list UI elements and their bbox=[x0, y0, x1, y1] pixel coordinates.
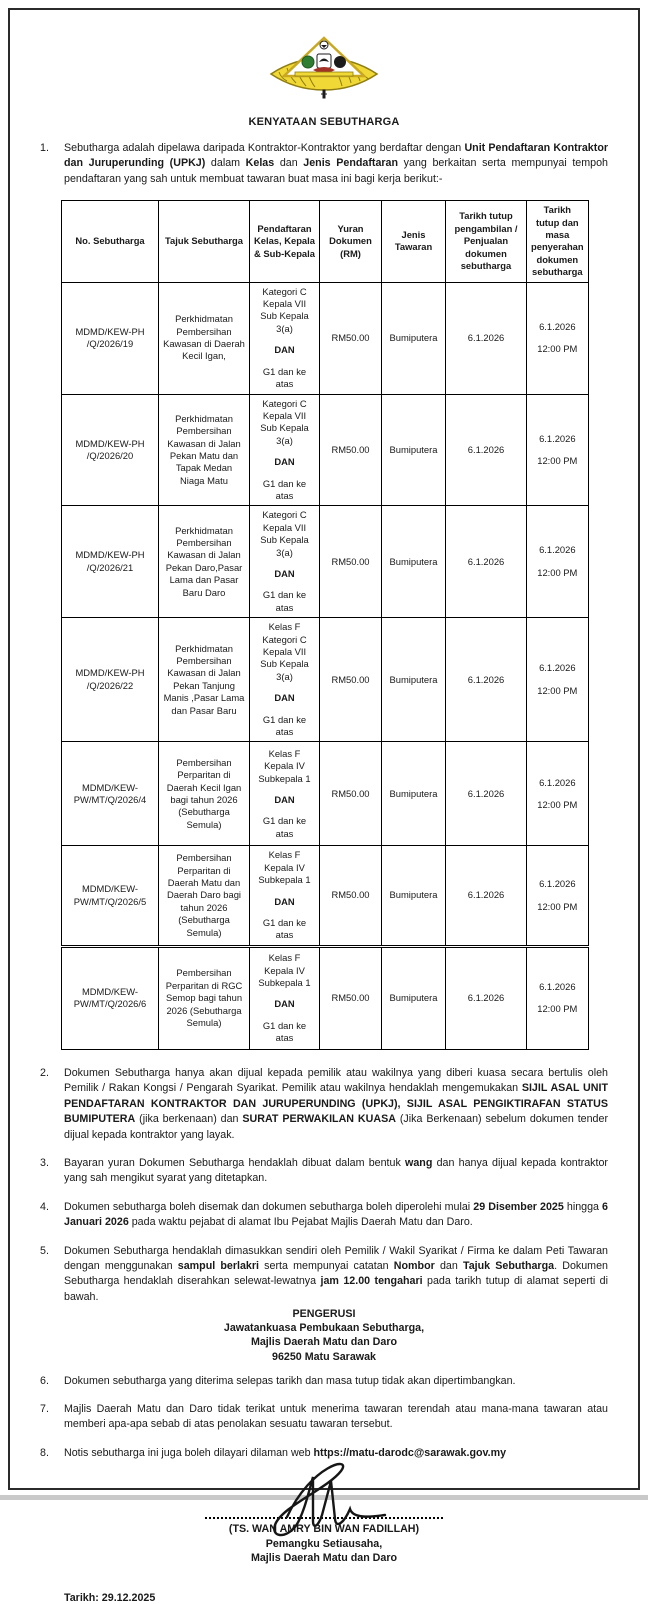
cell-sale-close-date: 6.1.2026 bbox=[446, 742, 527, 846]
address-line-postcode: 96250 Matu Sarawak bbox=[272, 1350, 376, 1363]
tender-table bbox=[61, 200, 589, 1050]
document-date: Tarikh: 29.12.2025 bbox=[64, 1591, 156, 1604]
column-header: Tarikh tutup pengambilan / Penjualan dokumen sebutharga bbox=[446, 201, 527, 282]
table-row bbox=[62, 506, 589, 618]
table-row bbox=[62, 846, 589, 946]
signatory-role: Pemangku Setiausaha, bbox=[265, 1537, 383, 1550]
cell-tender-number: MDMD/KEW-PH /Q/2026/20 bbox=[62, 394, 159, 506]
paragraph-text: Dokumen sebutharga yang diterima selepas tarikh dan masa tutup tidak akan dipertimbangkan. bbox=[64, 1374, 516, 1387]
cell-document-fee: RM50.00 bbox=[320, 846, 382, 946]
column-header: Pendaftaran Kelas, Kepala & Sub-Kepala bbox=[250, 201, 320, 282]
cell-sale-close-date: 6.1.2026 bbox=[446, 618, 527, 742]
cell-tender-title: Pembersihan Perparitan di Daerah Matu dan Daerah Daro bagi tahun 2026 (Sebutharga Semula) bbox=[159, 846, 250, 946]
signatory-name: (TS. WAN AMRY BIN WAN FADILLAH) bbox=[228, 1523, 420, 1536]
table-row bbox=[62, 282, 589, 394]
tassel-shape bbox=[321, 90, 327, 98]
cell-tender-title: Perkhidmatan Pembersihan Kawasan di Jalan Pekan Matu dan Tapak Medan Niaga Matu bbox=[159, 394, 250, 506]
cell-tender-title: Perkhidmatan Pembersihan Kawasan di Jalan Pekan Daro,Pasar Lama dan Pasar Baru Daro bbox=[159, 506, 250, 618]
cell-registration-class: Kelas F Kepala IV Subkepala 1 DAN G1 dan ke atas bbox=[250, 742, 320, 846]
paragraph-number: 7. bbox=[40, 1403, 49, 1416]
cell-offer-type: Bumiputera bbox=[382, 506, 446, 618]
paragraph-2 bbox=[40, 1066, 608, 1143]
cell-offer-type: Bumiputera bbox=[382, 394, 446, 506]
cell-tender-title: Pembersihan Perparitan di RGC Semop bagi tahun 2026 (Sebutharga Semula) bbox=[159, 946, 250, 1049]
paragraph-7 bbox=[40, 1402, 608, 1433]
cell-document-fee: RM50.00 bbox=[320, 394, 382, 506]
cell-registration-class: Kategori C Kepala VII Sub Kepala 3(a) DAN G1 dan ke atas bbox=[250, 282, 320, 394]
paragraph-text: Dokumen sebutharga boleh disemak dan dokumen sebutharga boleh diperolehi mulai 29 Disember 2025 hingga 6 Januari 2026 pada waktu pejabat di alamat Ibu Pejabat Majlis Daerah Matu dan Daro. bbox=[64, 1200, 608, 1229]
cell-tender-number: MDMD/KEW-PH /Q/2026/21 bbox=[62, 506, 159, 618]
paragraph-number: 8. bbox=[40, 1446, 49, 1459]
page-title: KENYATAAN SEBUTHARGA bbox=[248, 116, 400, 128]
table-row bbox=[62, 742, 589, 846]
cell-submission-close: 6.1.2026 12:00 PM bbox=[527, 846, 589, 946]
cell-submission-close: 6.1.2026 12:00 PM bbox=[527, 742, 589, 846]
paragraph-text: Dokumen Sebutharga hanya akan dijual kepada pemilik atau wakilnya yang diberi kuasa secara bertulis oleh Pemilik / Rakan Kongsi / Pengarah Syarikat. Pemilik atau wakilnya hendaklah mengemukakan SIJIL ASAL UNIT PENDAFTARAN KONTRAKTOR DAN JURUPERUNDING (UPKJ), SIJIL ASAL PENGIKTIRAFAN STATUS BUMIPUTERA (jika berkenaan) dan SURAT PERWAKILAN KUASA (Jika Berkenaan) sebelum dokumen tender dijual kepada kontraktor yang layak. bbox=[64, 1066, 609, 1141]
tree-medallion-icon bbox=[302, 56, 314, 68]
signature-block bbox=[174, 1455, 474, 1565]
paragraph-1 bbox=[40, 141, 608, 187]
cell-registration-class: Kategori C Kepala VII Sub Kepala 3(a) DAN G1 dan ke atas bbox=[250, 394, 320, 506]
address-line-chairman: PENGERUSI bbox=[292, 1308, 356, 1321]
cell-sale-close-date: 6.1.2026 bbox=[446, 394, 527, 506]
paragraph-number: 4. bbox=[40, 1200, 49, 1213]
cell-tender-number: MDMD/KEW- PW/MT/Q/2026/6 bbox=[62, 946, 159, 1049]
page-border-frame bbox=[8, 8, 640, 1604]
column-header: Tajuk Sebutharga bbox=[159, 201, 250, 282]
cell-document-fee: RM50.00 bbox=[320, 946, 382, 1049]
cell-tender-title: Perkhidmatan Pembersihan Kawasan di Daerah Kecil Igan, bbox=[159, 282, 250, 394]
paragraph-number: 6. bbox=[40, 1374, 49, 1387]
council-emblem-logo bbox=[265, 36, 383, 100]
column-header: Yuran Dokumen (RM) bbox=[320, 201, 382, 282]
paragraph-text: Bayaran yuran Dokumen Sebutharga hendaklah dibuat dalam bentuk wang dan hanya dijual kepada kontraktor yang sah mengikut syarat yang ditetapkan. bbox=[64, 1156, 608, 1185]
cell-tender-number: MDMD/KEW- PW/MT/Q/2026/4 bbox=[62, 742, 159, 846]
cell-offer-type: Bumiputera bbox=[382, 618, 446, 742]
table-row bbox=[62, 618, 589, 742]
paragraph-6 bbox=[40, 1374, 608, 1389]
signatory-organisation: Majlis Daerah Matu dan Daro bbox=[250, 1552, 398, 1565]
cell-tender-title: Pembersihan Perparitan di Daerah Kecil Igan bagi tahun 2026 (Sebutharga Semula) bbox=[159, 742, 250, 846]
cell-sale-close-date: 6.1.2026 bbox=[446, 282, 527, 394]
tender-table-body bbox=[62, 282, 589, 1049]
paragraph-number: 1. bbox=[40, 142, 49, 154]
table-row bbox=[62, 394, 589, 506]
cell-offer-type: Bumiputera bbox=[382, 946, 446, 1049]
cell-registration-class: Kelas F Kepala IV Subkepala 1 DAN G1 dan ke atas bbox=[250, 846, 320, 946]
table-row bbox=[62, 946, 589, 1049]
handwritten-signature bbox=[249, 1455, 399, 1547]
cell-submission-close: 6.1.2026 12:00 PM bbox=[527, 394, 589, 506]
paragraph-text: Sebutharga adalah dipelawa daripada Kontraktor-Kontraktor yang berdaftar dengan Unit Pendaftaran Kontraktor dan Juruperunding (UPKJ) dalam Kelas dan Jenis Pendaftaran yang berkaitan serta mempunyai tempoh pendaftaran yang sah untuk membuat tawaran buat masa ini bagi kerja berikut:- bbox=[64, 142, 609, 185]
cell-document-fee: RM50.00 bbox=[320, 742, 382, 846]
black-medallion-icon bbox=[334, 56, 346, 68]
cell-offer-type: Bumiputera bbox=[382, 282, 446, 394]
cell-tender-number: MDMD/KEW- PW/MT/Q/2026/5 bbox=[62, 846, 159, 946]
cell-document-fee: RM50.00 bbox=[320, 618, 382, 742]
paragraph-3 bbox=[40, 1156, 608, 1187]
cell-registration-class: Kelas F Kepala IV Subkepala 1 DAN G1 dan ke atas bbox=[250, 946, 320, 1049]
paragraph-text: Dokumen Sebutharga hendaklah dimasukkan sendiri oleh Pemilik / Wakil Syarikat / Firma ke dalam Peti Tawaran dengan menggunakan sampul berlakri serta mempunyai catatan Nombor dan Tajuk Sebutharga. Dokumen Sebutharga hendaklah diserahkan selewat-lewatnya jam 12.00 tengahari pada tarikh tutup di alamat seperti di bawah. bbox=[64, 1244, 608, 1303]
cell-tender-number: MDMD/KEW-PH /Q/2026/19 bbox=[62, 282, 159, 394]
paragraph-number: 2. bbox=[40, 1066, 49, 1079]
cell-offer-type: Bumiputera bbox=[382, 742, 446, 846]
banner-strip bbox=[295, 72, 353, 76]
table-header-row bbox=[62, 201, 589, 282]
paragraph-number: 3. bbox=[40, 1156, 49, 1169]
cell-submission-close: 6.1.2026 12:00 PM bbox=[527, 282, 589, 394]
cell-document-fee: RM50.00 bbox=[320, 506, 382, 618]
cell-sale-close-date: 6.1.2026 bbox=[446, 846, 527, 946]
address-block bbox=[40, 1307, 608, 1364]
paragraph-4 bbox=[40, 1200, 608, 1231]
column-header: No. Sebutharga bbox=[62, 201, 159, 282]
cell-submission-close: 6.1.2026 12:00 PM bbox=[527, 506, 589, 618]
cell-registration-class: Kelas F Kategori C Kepala VII Sub Kepala 3(a) DAN G1 dan ke atas bbox=[250, 618, 320, 742]
paragraph-5 bbox=[40, 1244, 608, 1306]
cell-sale-close-date: 6.1.2026 bbox=[446, 506, 527, 618]
logo-container bbox=[40, 36, 608, 105]
cell-tender-title: Perkhidmatan Pembersihan Kawasan di Jalan Pekan Tanjung Manis ,Pasar Lama dan Pasar Baru bbox=[159, 618, 250, 742]
address-line-council: Majlis Daerah Matu dan Daro bbox=[250, 1336, 398, 1349]
paragraph-text[interactable]: Notis sebutharga ini juga boleh dilayari dilaman web https://matu-darodc@sarawak.gov.my bbox=[64, 1446, 507, 1459]
cell-document-fee: RM50.00 bbox=[320, 282, 382, 394]
column-header: Tarikh tutup dan masa penyerahan dokumen sebutharga bbox=[527, 201, 589, 282]
address-line-committee: Jawatankuasa Pembukaan Sebutharga, bbox=[223, 1322, 425, 1335]
cell-registration-class: Kategori C Kepala VII Sub Kepala 3(a) DAN G1 dan ke atas bbox=[250, 506, 320, 618]
paragraph-text: Majlis Daerah Matu dan Daro tidak terikat untuk menerima tawaran terendah atau mana-mana tawaran atau memberi apa-apa sebab di atas penolakan sesuatu tawaran tersebut. bbox=[64, 1403, 608, 1431]
cell-submission-close: 6.1.2026 12:00 PM bbox=[527, 618, 589, 742]
paragraph-number: 5. bbox=[40, 1244, 49, 1257]
cell-submission-close: 6.1.2026 12:00 PM bbox=[527, 946, 589, 1049]
cell-tender-number: MDMD/KEW-PH /Q/2026/22 bbox=[62, 618, 159, 742]
cell-offer-type: Bumiputera bbox=[382, 846, 446, 946]
column-header: Jenis Tawaran bbox=[382, 201, 446, 282]
cell-sale-close-date: 6.1.2026 bbox=[446, 946, 527, 1049]
